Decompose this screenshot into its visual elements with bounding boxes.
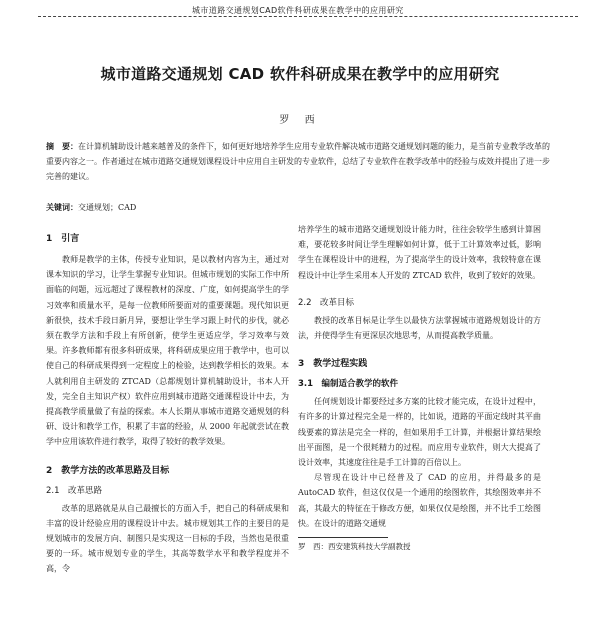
header-rule — [38, 16, 578, 17]
author-name: 罗 西 — [279, 115, 321, 126]
section-2-2-paragraph: 教授的改革目标是让学生以最快方法掌握城市道路规划设计的方法，并使得学生有更深层次地思考，从而提高教学质量。 — [298, 315, 541, 341]
keywords — [46, 201, 551, 215]
keywords-label: 关键词： — [46, 203, 78, 212]
section-3-1-paragraph-2: 尽管现在设计中已经普及了 CAD 的应用，并得最多的是 AutoCAD 软件，但这仅仅是一个通用的绘图软件，其绘图效率并不高，其最大的特征在于修改方便，如果仅仅是绘图，并不比手工绘图快。在设计的道路交通规 — [298, 473, 541, 528]
section-3-1-heading: 3.1 编制适合教学的软件 — [298, 379, 399, 390]
author-footnote: 罗 西：西安建筑科技大学副教授 — [298, 542, 411, 552]
section-1-paragraph: 教师是教学的主体，传授专业知识，是以教材内容为主，通过对课本知识的学习，让学生掌握专业知识。但城市规划的实际工作中所面临的问题，远远超过了课程教材的深度、广度，如何提高学生的学习效率和质量水平，是每一位教师所要面对的重要课题。现代知识更新很快，技术手段日新月异，要想让学生学习跟上时代的步伐，就必须在教学方法和手段上有所创新，使学生更适应学，学习效率与效果。许多教师都有很多科研成果，将科研成果应用于教学中，也可以使自己的科研成果得到一定程度上的检验，达到教学相长的效果。本人就利用自主研发的 ZTCAD（总都规划计算机辅助设计，书本人开发，完全自主知识产权）软件应用到城市道路交通课程设计中去，为提高教学质量做了有益的探索。本人长期从事城市道路交通规划的科研、设计和教学工作，积累了丰富的经验，从 2000 年起就尝试在教学中应用该软件进行教学，取得了较好的教学效果。 — [46, 255, 289, 447]
keywords-text: 交通规划；CAD — [78, 203, 137, 212]
section-3-heading: 3 教学过程实践 — [298, 359, 368, 370]
footnote-rule — [298, 537, 388, 538]
section-2-1-continued: 培养学生的城市道路交通规划设计能力时，往往会较学生感到计算困难，要花较多时间让学生理解如何计算，低于工计算效率过低，影响学生在课程设计中的进程，为了提高学生的设计效率，我较特意在课程设计中让学生采用本人开发的 ZTCAD 软件，收到了较好的效果。 — [298, 225, 541, 280]
abstract-label: 摘 要： — [46, 142, 78, 151]
running-header-text: 城市道路交通规划CAD软件科研成果在教学中的应用研究 — [188, 5, 408, 16]
paper-title: 城市道路交通规划 CAD 软件科研成果在教学中的应用研究 — [100, 65, 500, 83]
section-2-heading: 2 教学方法的改革思路及目标 — [46, 465, 170, 476]
section-2-2-heading: 2.2 改革目标 — [298, 297, 355, 308]
section-3-1-paragraph-1: 任何规划设计都要经过多方案的比较才能完成，在设计过程中，有许多的计算过程完全是一样的，比如说，道路的平面定线时其平曲线要素的算法是完全一样的，但如果用手工计算，并根据计算结果绘出平面图，是一个很耗精力的过程。而应用专业软件，则大大提高了设计效率，其速度往往是手工计算的百倍以上。 — [298, 397, 541, 468]
left-column — [46, 226, 289, 577]
right-column — [298, 222, 541, 553]
running-header — [38, 4, 578, 22]
abstract-text: 在计算机辅助设计越来越普及的条件下，如何更好地培养学生应用专业软件解决城市道路交通规划问题的能力，是当前专业教学改革的重要内容之一。作者通过在城市道路交通规划课程设计中应用自主研发的专业软件，总结了专业软件在教学改革中的经验与成效并提出了进一步完善的建议。 — [46, 142, 550, 181]
abstract — [46, 139, 551, 184]
section-2-1-paragraph: 改革的思路就是从自己最擅长的方面入手，把自己的科研成果和丰富的设计经验应用的课程设计中去。城市规划其工作的主要目的是规划城市的发展方向、制图只是实现这一目标的手段，当然也是很重要的一环。城市规划专业的学生，其高等数学水平和教学程度并不高，令 — [46, 503, 289, 574]
section-2-1-heading: 2.1 改革思路 — [46, 485, 103, 496]
section-1-heading: 1 引言 — [46, 234, 80, 244]
